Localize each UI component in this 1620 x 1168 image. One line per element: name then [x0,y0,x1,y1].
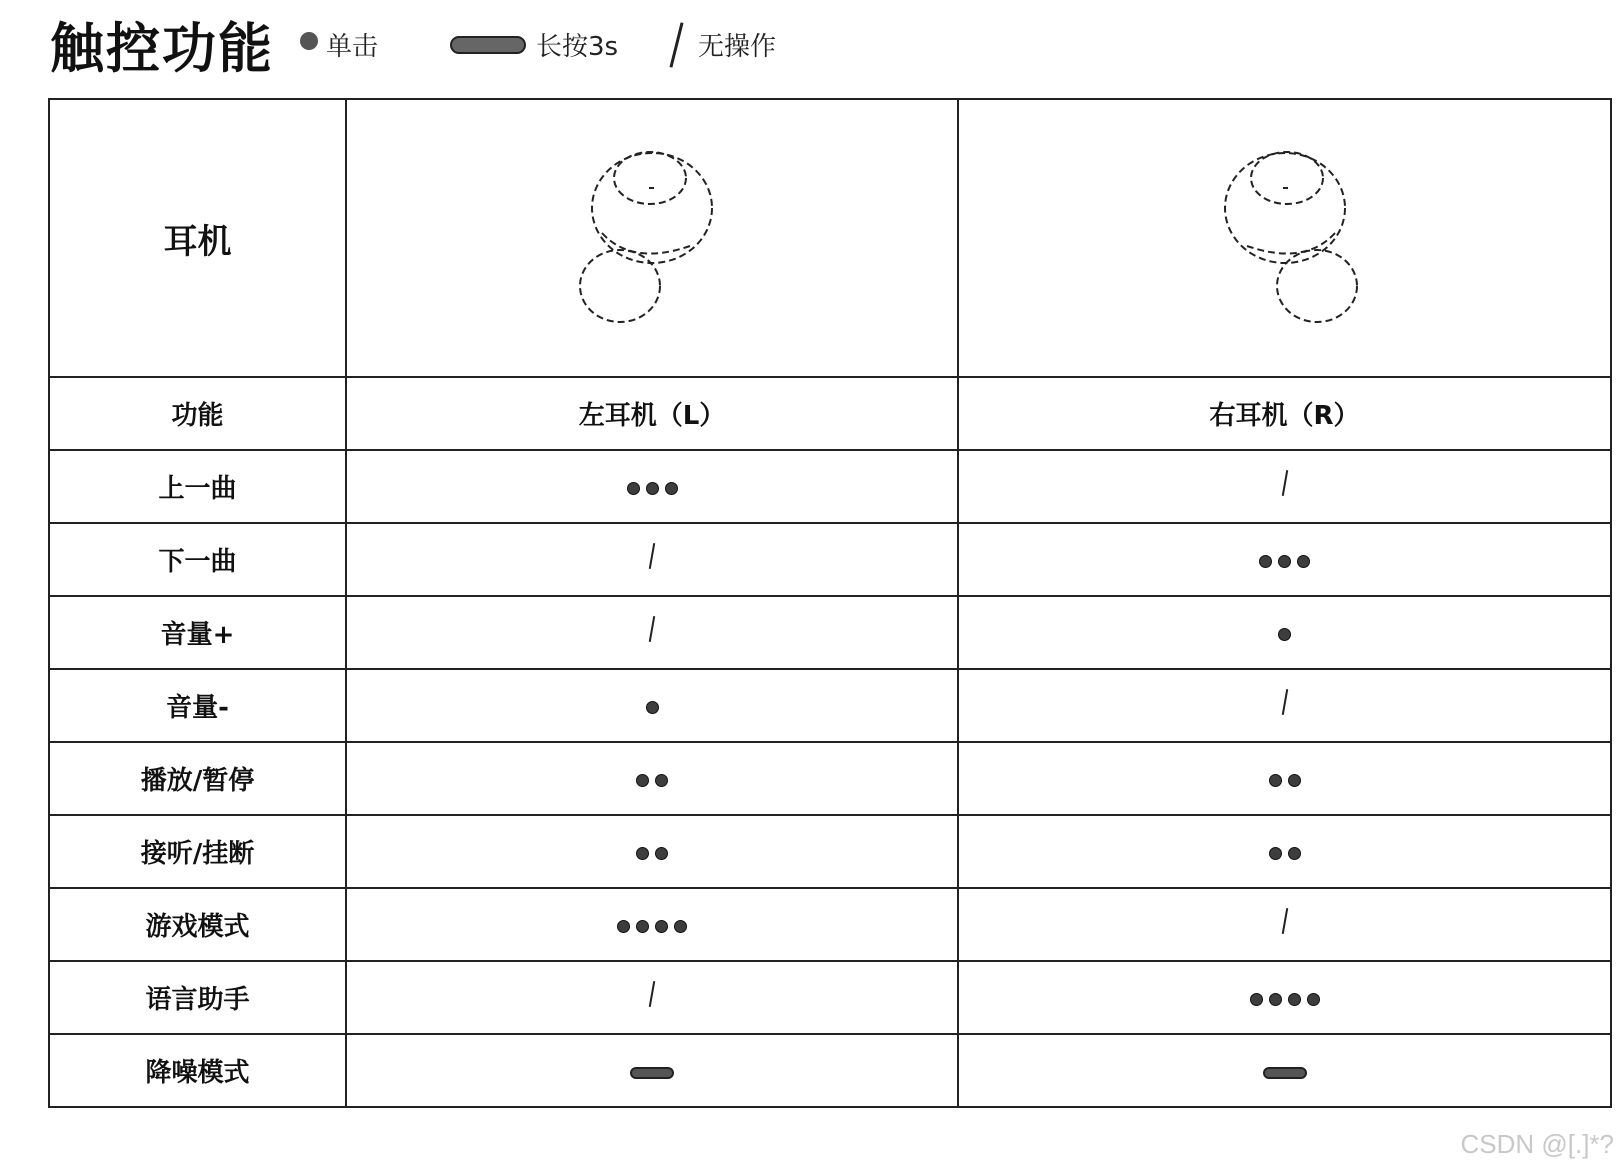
table-row [49,596,1611,669]
right-long-press-mark [1263,1067,1307,1079]
tap-dot-icon [636,920,649,933]
left-earbud-action-cell [346,888,958,961]
function-cell: 下一曲 [49,523,346,596]
left-earbud-action-cell [346,1034,958,1107]
no-action-slash-icon [649,981,655,1007]
right-earbud-action-cell [958,669,1611,742]
function-cell: 语言助手 [49,961,346,1034]
left-tap-mark [636,847,668,860]
right-earbud-action-cell [958,1034,1611,1107]
left-tap-mark [646,701,659,714]
tap-dot-icon [636,774,649,787]
right-earbud-action-cell [958,888,1611,961]
left-long-press-mark [630,1067,674,1079]
left-earbud-icon [572,138,732,338]
table-row [49,1034,1611,1107]
right-earbud-action-cell [958,742,1611,815]
tap-dot-icon [655,920,668,933]
page-header [50,0,950,80]
table-row [49,450,1611,523]
tap-dot-icon [617,920,630,933]
right-earbud-action-cell [958,815,1611,888]
left-no-action-mark [651,543,653,569]
table-row [49,669,1611,742]
left-tap-mark [636,774,668,787]
left-earbud-action-cell [346,596,958,669]
no-action-slash-icon [1281,689,1287,715]
earbuds-label-cell [49,99,346,377]
no-action-slash-icon [649,616,655,642]
right-earbud-action-cell [958,450,1611,523]
function-header: 功能 [49,377,346,450]
tap-dot-icon [1288,993,1301,1006]
right-no-action-mark [1284,908,1286,934]
right-no-action-mark [1284,470,1286,496]
legend-long-press-label: 长按3s [536,32,619,62]
left-earbud-action-cell [346,669,958,742]
function-cell: 上一曲 [49,450,346,523]
tap-dot-icon [1259,555,1272,568]
function-cell: 播放/暂停 [49,742,346,815]
long-press-pill-icon [450,36,526,54]
right-earbud-action-cell [958,596,1611,669]
no-action-slash-icon [1281,470,1287,496]
tap-dot-icon [1269,993,1282,1006]
tap-dot-icon [1250,993,1263,1006]
tap-dot-icon [1278,555,1291,568]
left-earbud-action-cell [346,450,958,523]
table-row [49,815,1611,888]
no-action-slash-icon [649,543,655,569]
right-earbud-header: 右耳机（R） [958,377,1611,450]
left-earbud-action-cell [346,742,958,815]
tap-dot-icon [665,482,678,495]
tap-dot-icon [636,847,649,860]
function-cell: 接听/挂断 [49,815,346,888]
tap-dot-icon [1269,847,1282,860]
right-tap-mark [1269,774,1301,787]
legend-single-tap-label: 单击 [326,32,379,62]
function-cell: 音量- [49,669,346,742]
table-row [49,742,1611,815]
page-title: 触控功能 [50,17,274,80]
tap-dot-icon [1288,774,1301,787]
tap-dot-icon [646,701,659,714]
right-earbud-cell [958,99,1611,377]
long-press-pill-icon [630,1067,674,1079]
tap-dot-icon [655,847,668,860]
tap-dot-icon [1278,628,1291,641]
tap-dot-icon [1288,847,1301,860]
tap-dot-icon [1269,774,1282,787]
right-earbud-action-cell [958,523,1611,596]
function-cell: 游戏模式 [49,888,346,961]
left-earbud-cell [346,99,958,377]
table-header-row [49,377,1611,450]
right-tap-mark [1250,993,1320,1006]
function-cell: 降噪模式 [49,1034,346,1107]
right-earbud-icon [1205,138,1365,338]
left-no-action-mark [651,981,653,1007]
left-no-action-mark [651,616,653,642]
right-earbud-action-cell [958,961,1611,1034]
tap-dot-icon [1297,555,1310,568]
legend-no-action-label: 无操作 [698,32,777,62]
left-tap-mark [627,482,678,495]
no-action-slash-icon [669,22,683,67]
left-earbud-header: 左耳机（L） [346,377,958,450]
earbud-image-row [49,99,1611,377]
tap-dot-icon [646,482,659,495]
table-row [49,523,1611,596]
watermark: CSDN @[.]*? [1460,1129,1614,1159]
left-earbud-action-cell [346,523,958,596]
left-earbud-action-cell [346,815,958,888]
long-press-pill-icon [1263,1067,1307,1079]
left-earbud-action-cell [346,961,958,1034]
tap-dot-icon [674,920,687,933]
single-tap-dot-icon [300,32,318,50]
right-no-action-mark [1284,689,1286,715]
right-tap-mark [1259,555,1310,568]
left-tap-mark [617,920,687,933]
no-action-slash-icon [1281,908,1287,934]
tap-dot-icon [655,774,668,787]
earbuds-label: 耳机 [163,221,232,262]
right-tap-mark [1278,628,1291,641]
table-row [49,888,1611,961]
tap-dot-icon [627,482,640,495]
table-row [49,961,1611,1034]
touch-function-table [48,98,1612,1108]
tap-dot-icon [1307,993,1320,1006]
right-tap-mark [1269,847,1301,860]
function-cell: 音量+ [49,596,346,669]
